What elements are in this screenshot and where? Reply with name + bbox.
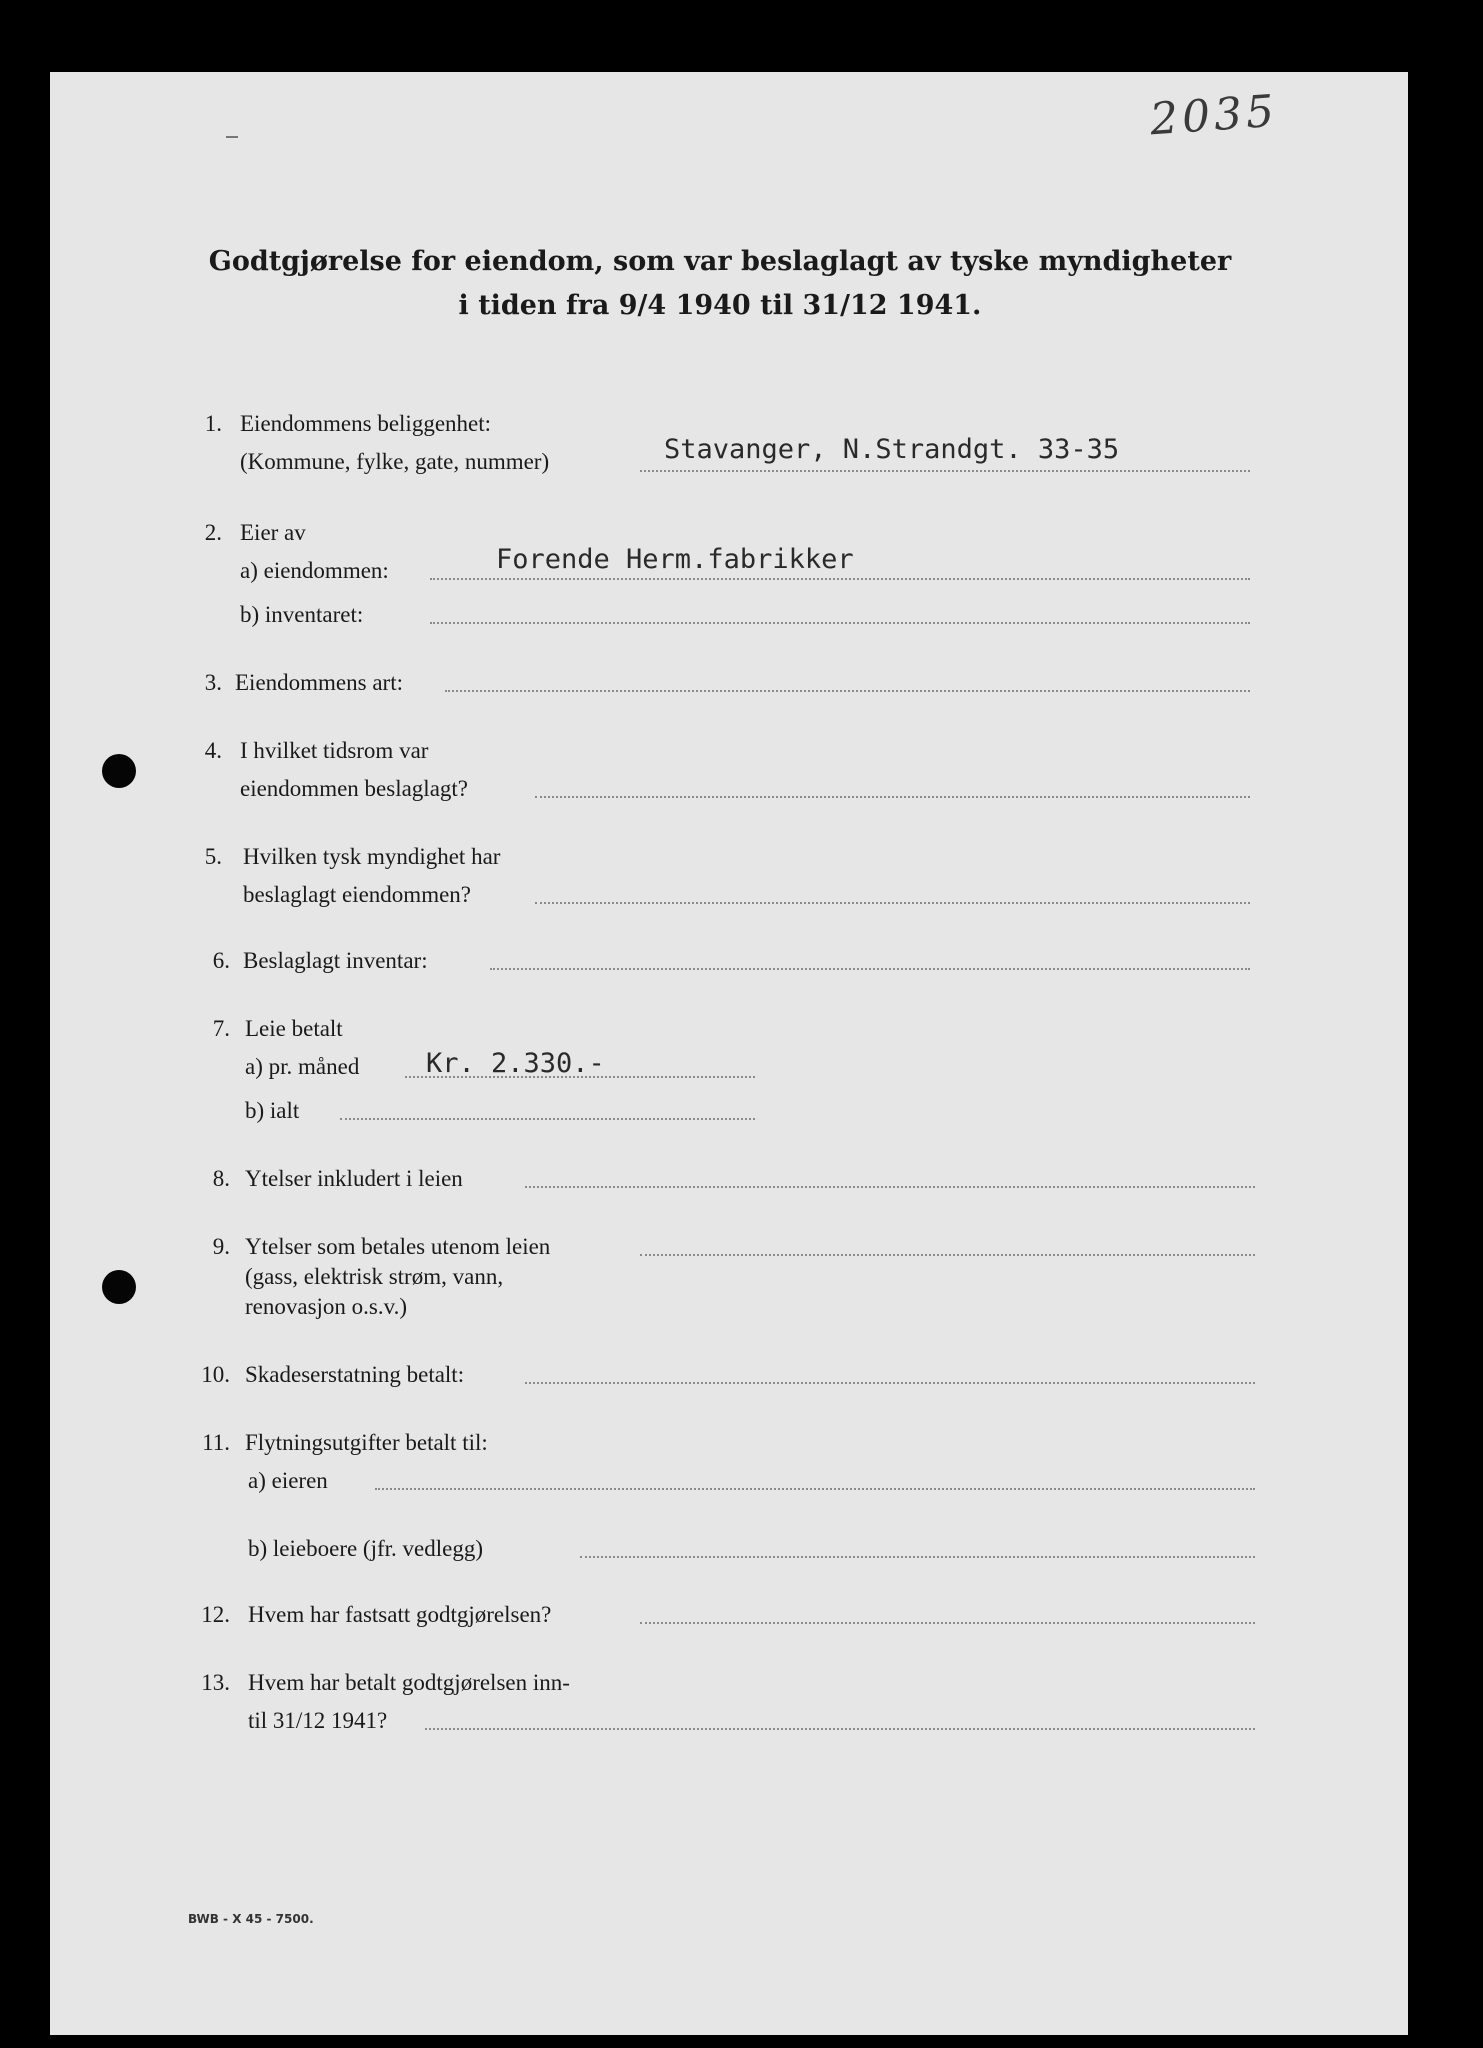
item-12-answer-line [640,1622,1255,1624]
item-4-label: I hvilket tidsrom var [240,738,429,763]
print-code: BWB - X 45 - 7500. [188,1912,314,1926]
item-8-label: Ytelser inkludert i leien [245,1166,463,1191]
item-1-sublabel: (Kommune, fylke, gate, nummer) [240,449,550,474]
item-9-label: Ytelser som betales utenom leien [245,1234,551,1259]
item-13-number: 13. [201,1670,230,1695]
item-3-answer-line [445,690,1250,692]
item-13-answer-line [425,1728,1255,1730]
item-11b-label: b) leieboere (jfr. vedlegg) [248,1536,483,1561]
item-9-number: 9. [212,1234,230,1259]
item-9-sublabel-2: renovasjon o.s.v.) [245,1294,408,1319]
item-6-answer-line [490,968,1250,970]
item-2b-label: b) inventaret: [240,602,364,627]
item-2a-label: a) eiendommen: [240,558,389,583]
item-1-number: 1. [204,411,222,436]
item-13-label: Hvem har betalt godtgjørelsen inn- [248,1670,570,1695]
title-line-2: i tiden fra 9/4 1940 til 31/12 1941. [458,290,982,321]
item-13-sublabel: til 31/12 1941? [248,1708,388,1733]
item-2a-answer-line [430,578,1250,580]
item-1-answer: Stavanger, N.Strandgt. 33-35 [664,434,1120,465]
item-9-sublabel-1: (gass, elektrisk strøm, vann, [245,1264,504,1289]
item-1-label: Eiendommens beliggenhet: [240,411,492,436]
item-5-number: 5. [204,844,222,869]
item-11a-answer-line [375,1488,1255,1490]
punch-hole-top [102,754,136,788]
item-7b-answer-line [340,1118,755,1120]
item-11-number: 11. [202,1430,230,1455]
item-6-number: 6. [212,948,230,973]
item-3-label: Eiendommens art: [235,670,403,695]
item-8-answer-line [525,1186,1255,1188]
item-7b-label: b) ialt [245,1098,300,1123]
pencil-mark [226,136,238,138]
item-8-number: 8. [212,1166,230,1191]
item-7-number: 7. [212,1016,230,1041]
title-line-1: Godtgjørelse for eiendom, som var beslaglagt av tyske myndigheter [208,246,1232,277]
item-11a-label: a) eieren [248,1468,328,1493]
item-4-answer-line [535,796,1250,798]
item-3-number: 3. [204,670,222,695]
item-9-answer-line [640,1254,1255,1256]
item-2-number: 2. [204,520,222,545]
item-5-answer-line [535,902,1250,904]
item-7-label: Leie betalt [245,1016,343,1041]
item-10-answer-line [525,1382,1255,1384]
item-2a-answer: Forende Herm.fabrikker [496,544,854,575]
item-7a-label: a) pr. måned [245,1054,360,1079]
item-2-label: Eier av [240,520,306,545]
item-10-number: 10. [201,1362,230,1387]
item-11b-answer-line [580,1556,1255,1558]
item-4-number: 4. [204,738,222,763]
item-12-number: 12. [201,1602,230,1627]
item-12-label: Hvem har fastsatt godtgjørelsen? [248,1602,552,1627]
form-title [200,240,1240,328]
item-4-sublabel: eiendommen beslaglagt? [240,776,469,801]
item-7a-answer: Kr. 2.330.- [426,1048,605,1079]
item-5-label: Hvilken tysk myndighet har [243,844,501,869]
item-1-answer-line [640,470,1250,472]
item-11-label: Flytningsutgifter betalt til: [245,1430,488,1455]
item-10-label: Skadeserstatning betalt: [245,1362,465,1387]
item-5-sublabel: beslaglagt eiendommen? [243,882,472,907]
handwritten-page-number: 2035 [1148,85,1280,146]
item-6-label: Beslaglagt inventar: [243,948,428,973]
item-2b-answer-line [430,622,1250,624]
punch-hole-bottom [102,1270,136,1304]
